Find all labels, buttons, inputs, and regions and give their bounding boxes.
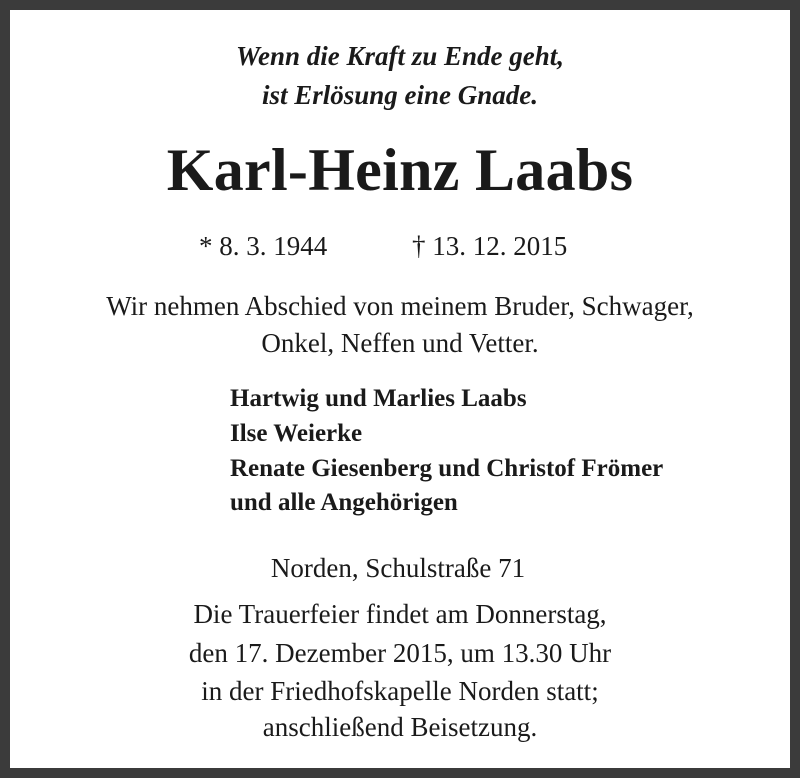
mourner-1: Hartwig und Marlies Laabs bbox=[230, 385, 527, 412]
mourner-4: und alle Angehörigen bbox=[230, 489, 458, 516]
mourner-2: Ilse Weierke bbox=[230, 420, 363, 447]
motto-line-1: Wenn die Kraft zu Ende geht, bbox=[235, 41, 565, 71]
address: Norden, Schulstraße 71 bbox=[270, 553, 526, 583]
service-line-1: Die Trauerfeier findet am Donnerstag, bbox=[193, 599, 607, 629]
birth-date: * 8. 3. 1944 bbox=[199, 231, 328, 261]
service-line-2: den 17. Dezember 2015, um 13.30 Uhr bbox=[188, 638, 612, 668]
farewell-line-1: Wir nehmen Abschied von meinem Bruder, Schwager, bbox=[106, 291, 694, 321]
service-line-4: anschließend Beisetzung. bbox=[262, 712, 538, 742]
death-date: † 13. 12. 2015 bbox=[412, 231, 568, 261]
service-line-3: in der Friedhofskapelle Norden statt; bbox=[201, 676, 599, 706]
mourner-3: Renate Giesenberg und Christof Frömer bbox=[230, 455, 664, 482]
life-dates bbox=[0, 233, 800, 263]
motto-line-2: ist Erlösung eine Gnade. bbox=[261, 80, 539, 110]
farewell-line-2: Onkel, Neffen und Vetter. bbox=[261, 328, 539, 358]
deceased-name: Karl-Heinz Laabs bbox=[166, 137, 634, 203]
